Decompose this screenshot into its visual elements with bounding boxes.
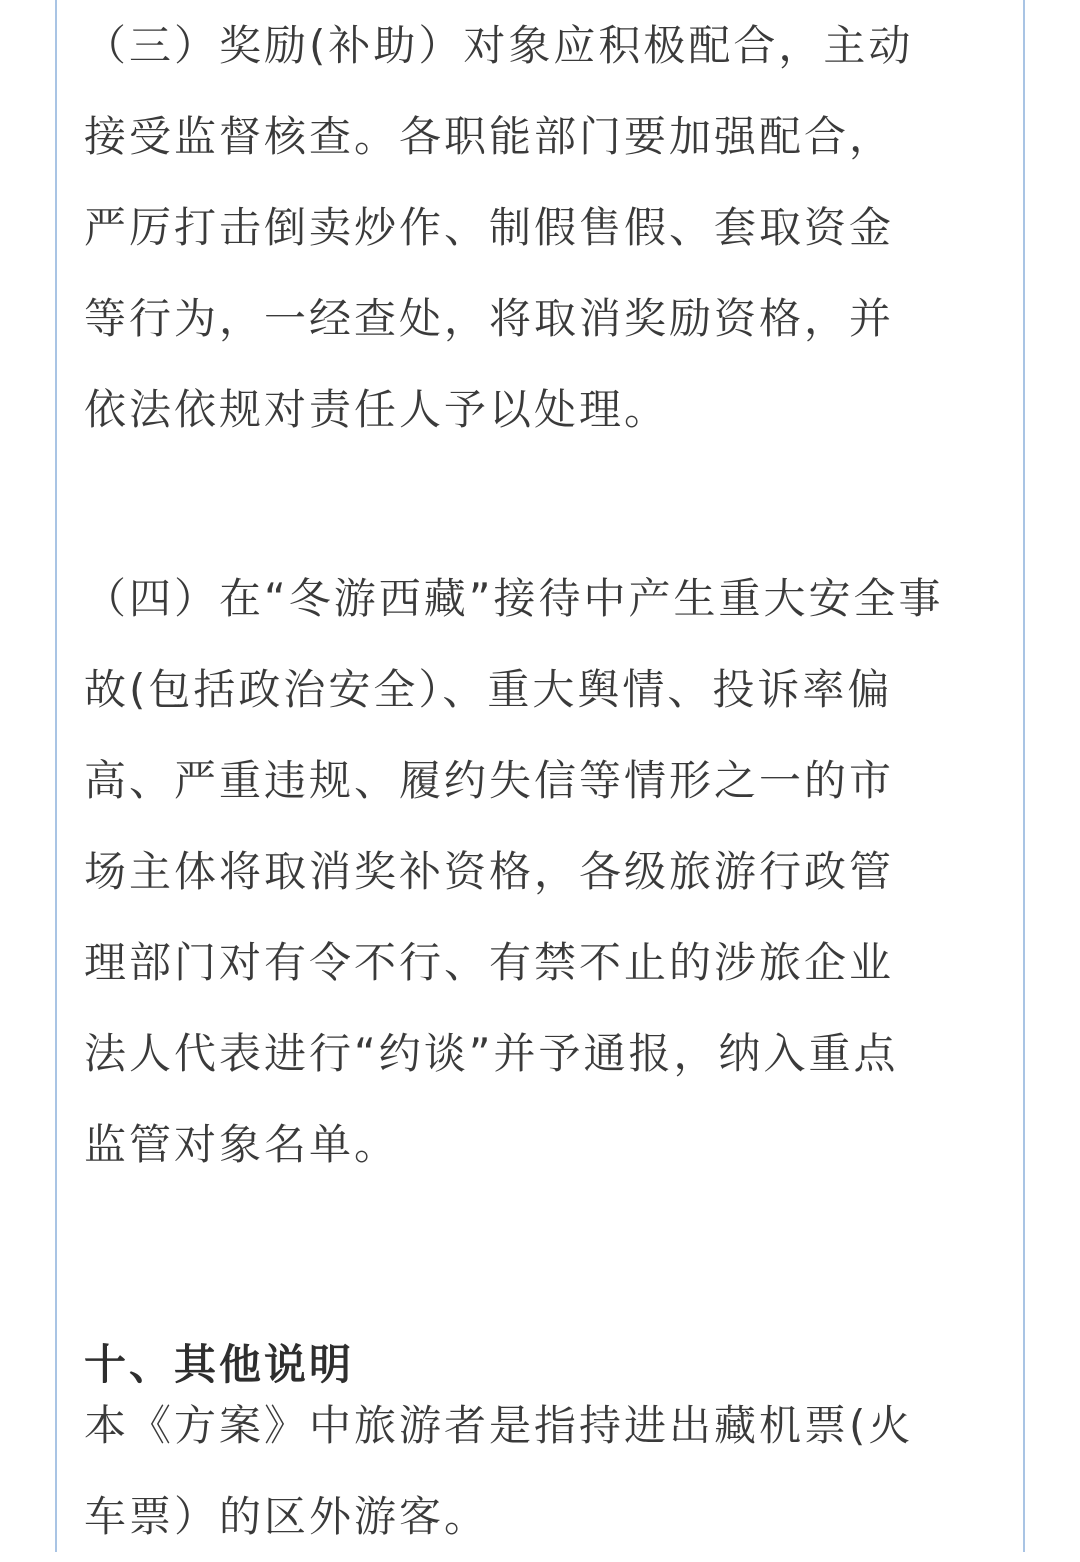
- text-line: 监管对象名单。: [84, 1120, 400, 1169]
- text-line: 车票）的区外游客。: [84, 1492, 490, 1541]
- right-border-line: [1023, 0, 1025, 1552]
- left-border-line: [55, 0, 57, 1552]
- paragraph-item-4: [84, 553, 944, 1190]
- text-line: 故(包括政治安全）、重大舆情、投诉率偏: [84, 665, 893, 714]
- text-line: 依法依规对责任人予以处理。: [84, 385, 670, 434]
- text-line: （四）在“冬游西藏”接待中产生重大安全事: [84, 574, 944, 623]
- paragraph-other-notes: [84, 1380, 913, 1562]
- text-line: 本《方案》中旅游者是指持进出藏机票(火: [84, 1401, 914, 1450]
- text-line: 场主体将取消奖补资格，各级旅游行政管: [84, 847, 895, 896]
- text-line: （三）奖励(补助）对象应积极配合，主动: [84, 21, 914, 70]
- text-line: 严厉打击倒卖炒作、制假售假、套取资金: [84, 203, 895, 252]
- text-line: 法人代表进行“约谈”并予通报，纳入重点: [84, 1029, 899, 1078]
- paragraph-item-3: [84, 0, 913, 455]
- text-line: 高、严重违规、履约失信等情形之一的市: [84, 756, 895, 805]
- text-line: 理部门对有令不行、有禁不止的涉旅企业: [84, 938, 895, 987]
- section-heading: 十、其他说明: [84, 1339, 355, 1389]
- text-line: 等行为，一经查处，将取消奖励资格，并: [84, 294, 895, 343]
- text-line: 接受监督核查。各职能部门要加强配合，: [84, 112, 895, 161]
